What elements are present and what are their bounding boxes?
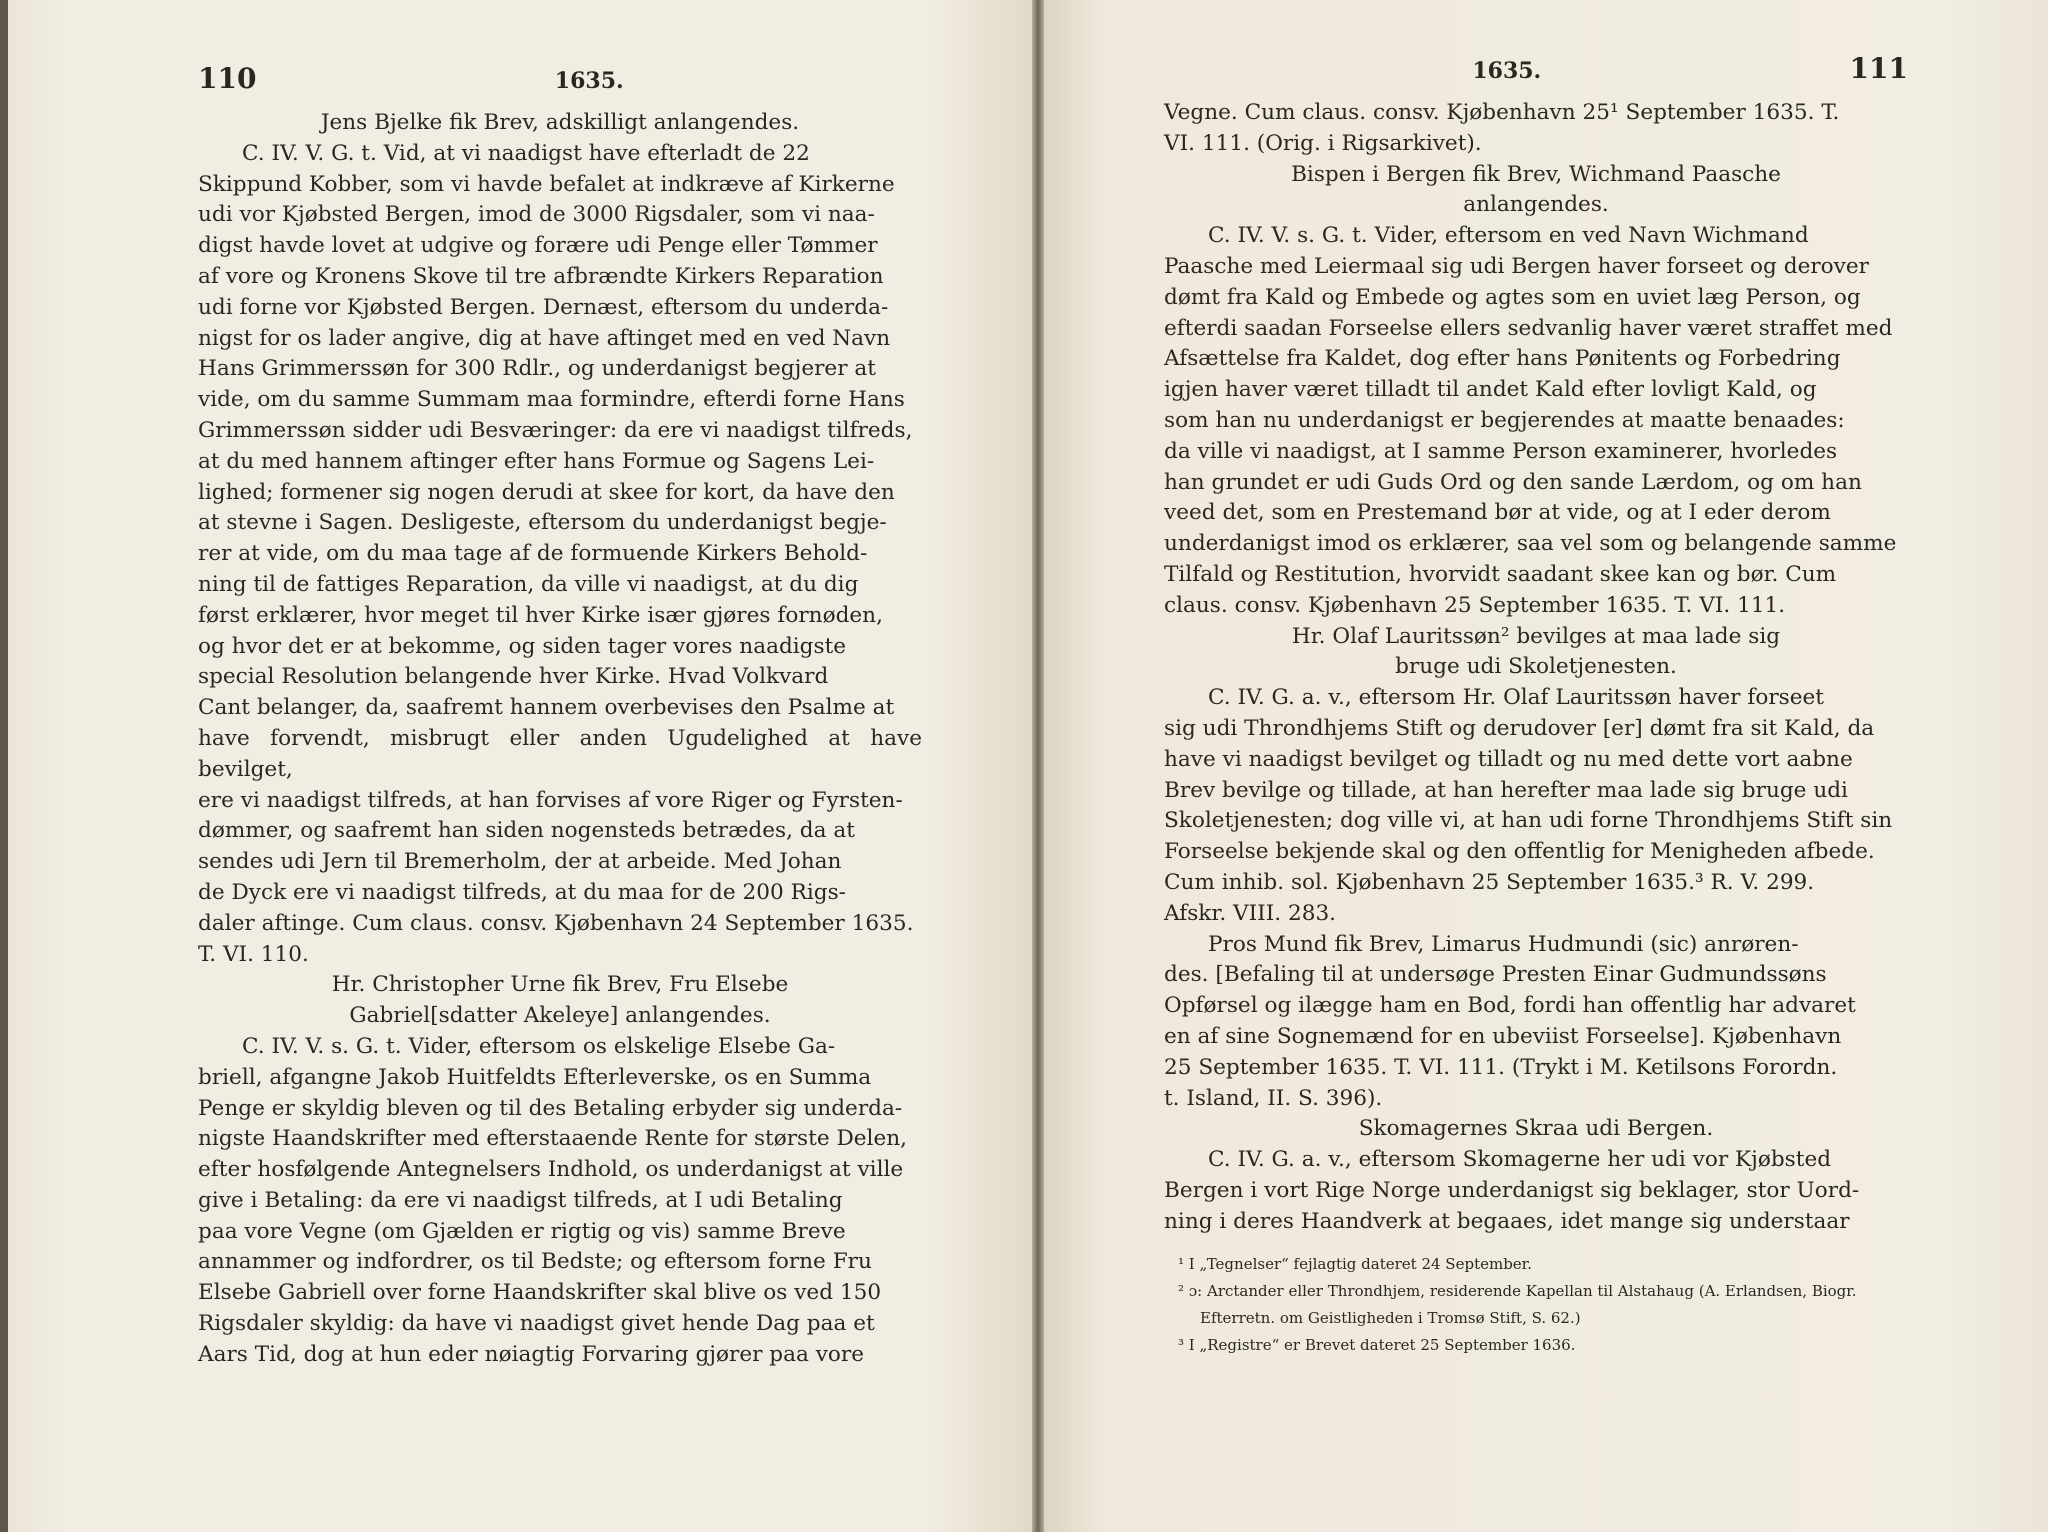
text-line: Rigsdaler skyldig: da have vi naadigst givet hende Dag paa et xyxy=(198,1311,875,1337)
text-line: Vegne. Cum claus. consv. Kjøbenhavn 25¹ September 1635. T. xyxy=(1164,100,1840,125)
text-line: ere vi naadigst tilfreds, at han forvises af vore Riger og Fyrsten- xyxy=(198,787,903,813)
right-page-text xyxy=(1164,98,1908,1237)
text-line: Afskr. VIII. 283. xyxy=(1164,900,1337,926)
text-line: underdanigst imod os erklærer, saa vel som og belangende samme xyxy=(1164,531,1897,557)
book-gutter xyxy=(1032,0,1044,1532)
text-line: Bergen i vort Rige Norge underdanigst sig beklager, stor Uord- xyxy=(1164,1177,1860,1203)
entry-heading-line: bruge udi Skoletjenesten. xyxy=(1395,654,1677,680)
text-line: annammer og indfordrer, os til Bedste; og eftersom forne Fru xyxy=(198,1249,872,1275)
text-line: sig udi Throndhjems Stift og derudover [er] dømt fra sit Kald, da xyxy=(1164,715,1875,741)
text-line: en af sine Sognemænd for en ubeviist Forseelse]. Kjøbenhavn xyxy=(1164,1023,1842,1049)
text-line: efter hosfølgende Antegnelsers Indhold, os underdanigst at ville xyxy=(198,1157,904,1183)
text-line: des. [Befaling til at undersøge Presten Einar Gudmundssøns xyxy=(1164,962,1827,988)
text-line: lighed; formener sig nogen derudi at skee for kort, da have den xyxy=(198,479,895,505)
text-line: Tilfald og Restitution, hvorvidt saadant skee kan og bør. Cum xyxy=(1164,561,1837,587)
entry-heading-line: anlangendes. xyxy=(1463,192,1609,218)
entry-heading-line: Hr. Christopher Urne fik Brev, Fru Elsebe xyxy=(331,972,789,998)
text-line: igjen haver været tilladt til andet Kald efter lovligt Kald, og xyxy=(1164,377,1817,403)
text-line: som han nu underdanigst er begjerendes at maatte benaades: xyxy=(1164,407,1845,433)
text-line: dømt fra Kald og Embede og agtes som en uviet læg Person, og xyxy=(1164,284,1861,310)
right-page xyxy=(1044,0,2048,1532)
text-line: veed det, som en Prestemand bør at vide, og at I eder derom xyxy=(1164,500,1831,526)
text-line: sendes udi Jern til Bremerholm, der at arbeide. Med Johan xyxy=(198,849,842,875)
entry-heading-line: Jens Bjelke fik Brev, adskilligt anlangendes. xyxy=(320,110,800,135)
text-line: 25 September 1635. T. VI. 111. (Trykt i M. Ketilsons Forordn. xyxy=(1164,1054,1838,1080)
entry-heading-line: Skomagernes Skraa udi Bergen. xyxy=(1358,1116,1714,1142)
footnotes xyxy=(1164,1251,1908,1359)
left-page-header xyxy=(198,62,922,102)
text-line: dømmer, og saafremt han siden nogensteds betrædes, da at xyxy=(198,818,855,844)
text-line: claus. consv. Kjøbenhavn 25 September 1635. T. VI. 111. xyxy=(1164,592,1786,618)
footnote: ² ɔ: Arctander eller Throndhjem, residerende Kapellan til Alstahaug (A. Erlandsen, Biogr. Efterretn. om Geistligheden i Tromsø Stift, S. 62.) xyxy=(1178,1282,1857,1328)
text-line: de Dyck ere vi naadigst tilfreds, at du maa for de 200 Rigs- xyxy=(198,879,846,905)
text-line: efterdi saadan Forseelse ellers sedvanlig haver været straffet med xyxy=(1164,315,1893,341)
text-line: Skoletjenesten; dog ville vi, at han udi forne Throndhjems Stift sin xyxy=(1164,808,1893,834)
text-line: C. IV. G. a. v., eftersom Hr. Olaf Lauritssøn haver forseet xyxy=(1208,685,1824,711)
footnote: ³ I „Registre“ er Brevet dateret 25 September 1636. xyxy=(1178,1336,1576,1355)
text-line: Paasche med Leiermaal sig udi Bergen haver forseet og derover xyxy=(1164,253,1869,279)
text-line: t. Island, II. S. 396). xyxy=(1164,1085,1383,1111)
text-line: udi vor Kjøbsted Bergen, imod de 3000 Rigsdaler, som vi naa- xyxy=(198,202,875,228)
left-page-text xyxy=(198,108,922,1371)
text-line: special Resolution belangende hver Kirke. Hvad Volkvard xyxy=(198,664,829,690)
text-line: først erklærer, hvor meget til hver Kirke især gjøres fornøden, xyxy=(198,602,883,628)
text-line: udi forne vor Kjøbsted Bergen. Dernæst, eftersom du underda- xyxy=(198,294,889,320)
entry-heading-line: Hr. Olaf Lauritssøn² bevilges at maa lade sig xyxy=(1291,623,1781,649)
text-line: Penge er skyldig bleven og til des Betaling erbyder sig underda- xyxy=(198,1095,903,1121)
text-line: have vi naadigst bevilget og tilladt og nu med dette vort aabne xyxy=(1164,746,1853,772)
entry-heading-line: Bispen i Bergen fik Brev, Wichmand Paasche xyxy=(1291,161,1781,187)
footnote: ¹ I „Tegnelser“ fejlagtig dateret 24 September. xyxy=(1178,1255,1532,1274)
text-line: Grimmerssøn sidder udi Besværinger: da ere vi naadigst tilfreds, xyxy=(198,417,913,443)
left-page-number: 110 xyxy=(198,62,257,95)
text-line: C. IV. V. s. G. t. Vider, eftersom en ved Navn Wichmand xyxy=(1208,223,1809,249)
left-page-edge xyxy=(0,0,8,1532)
right-page-year: 1635. xyxy=(1472,58,1542,84)
text-line: Skippund Kobber, som vi havde befalet at indkræve af Kirkerne xyxy=(198,171,895,197)
text-line: Brev bevilge og tillade, at han herefter maa lade sig bruge udi xyxy=(1164,777,1848,803)
text-line: C. IV. V. s. G. t. Vider, eftersom os elskelige Elsebe Ga- xyxy=(242,1033,836,1059)
text-line: daler aftinge. Cum claus. consv. Kjøbenhavn 24 September 1635. xyxy=(198,910,914,936)
text-line: C. IV. V. G. t. Vid, at vi naadigst have efterladt de 22 xyxy=(242,140,810,166)
text-line: paa vore Vegne (om Gjælden er rigtig og vis) samme Breve xyxy=(198,1218,846,1244)
text-line: ning i deres Haandverk at begaaes, idet mange sig understaar xyxy=(1164,1208,1850,1234)
text-line: have forvendt, misbrugt eller anden Ugudelighed at have bevilget, xyxy=(198,725,922,782)
left-page xyxy=(8,0,1032,1532)
text-line: at du med hannem aftinger efter hans Formue og Sagens Lei- xyxy=(198,448,875,474)
text-line: give i Betaling: da ere vi naadigst tilfreds, at I udi Betaling xyxy=(198,1187,843,1213)
text-line: Pros Mund fik Brev, Limarus Hudmundi (sic) anrøren- xyxy=(1208,931,1799,957)
text-line: og hvor det er at bekomme, og siden tager vores naadigste xyxy=(198,633,847,659)
text-line: briell, afgangne Jakob Huitfeldts Efterleverske, os en Summa xyxy=(198,1064,872,1090)
text-line: Elsebe Gabriell over forne Haandskrifter skal blive os ved 150 xyxy=(198,1280,882,1306)
text-line: Aars Tid, dog at hun eder nøiagtig Forvaring gjører paa vore xyxy=(198,1341,865,1367)
text-line: Cum inhib. sol. Kjøbenhavn 25 September 1635.³ R. V. 299. xyxy=(1164,869,1815,895)
text-line: T. VI. 110. xyxy=(198,941,309,967)
text-line: Opførsel og ilægge ham en Bod, fordi han offentlig har advaret xyxy=(1164,993,1856,1019)
text-line: nigste Haandskrifter med efterstaaende Rente for største Delen, xyxy=(198,1126,908,1152)
text-line: digst havde lovet at udgive og forære udi Penge eller Tømmer xyxy=(198,233,878,259)
text-line: Afsættelse fra Kaldet, dog efter hans Pønitents og Forbedring xyxy=(1164,346,1841,372)
text-line: nigst for os lader angive, dig at have aftinget med en ved Navn xyxy=(198,325,891,351)
text-line: Cant belanger, da, saafremt hannem overbevises den Psalme at xyxy=(198,695,895,721)
right-page-number: 111 xyxy=(1849,52,1908,85)
text-line: han grundet er udi Guds Ord og den sande Lærdom, og om han xyxy=(1164,469,1862,495)
text-line: VI. 111. (Orig. i Rigsarkivet). xyxy=(1164,130,1482,156)
entry-heading-line: Gabriel[sdatter Akeleye] anlangendes. xyxy=(349,1003,771,1029)
text-line: rer at vide, om du maa tage af de formuende Kirkers Behold- xyxy=(198,541,868,567)
left-page-year: 1635. xyxy=(554,68,624,94)
text-line: vide, om du samme Summam maa formindre, efterdi forne Hans xyxy=(198,387,905,413)
text-line: Hans Grimmerssøn for 300 Rdlr., og underdanigst begjerer at xyxy=(198,356,876,382)
text-line: af vore og Kronens Skove til tre afbrændte Kirkers Reparation xyxy=(198,263,884,289)
text-line: ning til de fattiges Reparation, da ville vi naadigst, at du dig xyxy=(198,571,859,597)
text-line: at stevne i Sagen. Desligeste, eftersom du underdanigst begje- xyxy=(198,510,887,536)
text-line: C. IV. G. a. v., eftersom Skomagerne her udi vor Kjøbsted xyxy=(1208,1147,1832,1173)
text-line: Forseelse bekjende skal og den offentlig for Menigheden afbede. xyxy=(1164,839,1875,865)
right-page-header xyxy=(1164,52,1908,92)
text-line: da ville vi naadigst, at I samme Person examinerer, hvorledes xyxy=(1164,438,1838,464)
